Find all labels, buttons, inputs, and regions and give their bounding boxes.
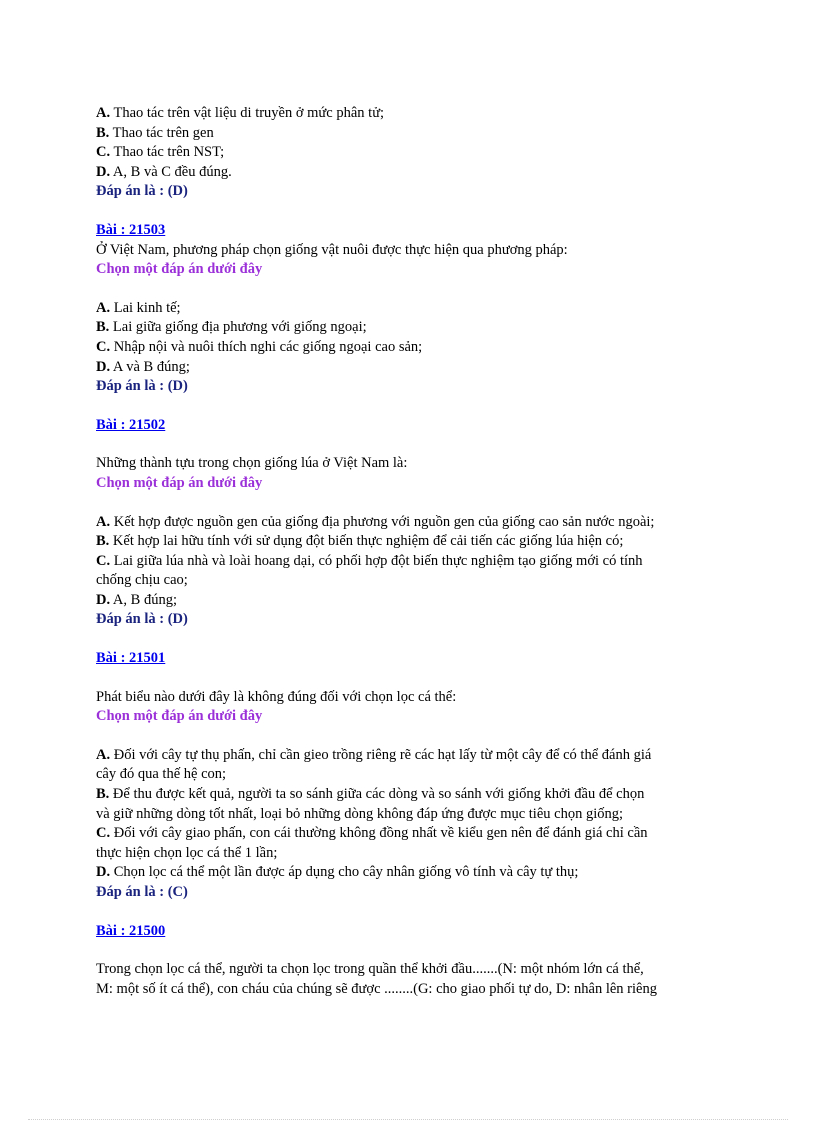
answer-line: Đáp án là : (D) [96,378,188,395]
question-text: Phát biểu nào dưới đây là không đúng đối với chọn lọc cá thể: [96,688,457,705]
option-a: A. Thao tác trên vật liệu di truyền ở mức phân tử; [96,105,385,121]
answer-line: Đáp án là : (D) [96,183,188,200]
page-bottom-divider [28,1119,788,1120]
option-b-continued: và giữ những dòng tốt nhất, loại bỏ những dòng không đáp ứng được mục tiêu chọn giống; [96,805,624,822]
question-block-21501 [96,649,736,903]
option-c: C. Lai giữa lúa nhà và loài hoang dại, có phối hợp đột biến thực nghiệm tạo giống mới có tính [96,552,643,569]
option-d: D. Chọn lọc cá thể một lần được áp dụng cho cây nhân giống vô tính và cây tự thụ; [96,864,579,881]
option-c-continued: thực hiện chọn lọc cá thể 1 lần; [96,844,278,861]
question-text-line-1: Trong chọn lọc cá thể, người ta chọn lọc trong quần thể khởi đầu.......(N: một nhóm lớn cá thể, [96,961,644,978]
choose-instruction: Chọn một đáp án dưới đây [96,708,263,725]
question-title-link[interactable]: Bài : 21500 [96,922,166,939]
answer-line: Đáp án là : (C) [96,884,188,900]
option-b: B. Thao tác trên gen [96,124,214,141]
question-title-link[interactable]: Bài : 21503 [96,221,166,238]
option-a-continued: cây đó qua thế hệ con; [96,766,227,783]
question-text: Những thành tựu trong chọn giống lúa ở Việt Nam là: [96,455,408,472]
option-d: D. A, B và C đều đúng. [96,163,232,180]
option-d: D. A và B đúng; [96,358,190,375]
option-b: B. Lai giữa giống địa phương với giống ngoại; [96,319,367,336]
choose-instruction: Chọn một đáp án dưới đây [96,474,263,491]
option-a: A. Đối với cây tự thụ phấn, chỉ cần gieo trồng riêng rẽ các hạt lấy từ một cây để có thể đánh giá [96,746,652,763]
question-title-link[interactable]: Bài : 21501 [96,650,166,667]
option-c: C. Đối với cây giao phấn, con cái thường không đồng nhất về kiểu gen nên để đánh giá chỉ cần [96,825,648,842]
option-a: A. Lai kinh tế; [96,299,181,316]
answer-line: Đáp án là : (D) [96,611,188,628]
option-b: B. Để thu được kết quả, người ta so sánh giữa các dòng và so sánh với giống khởi đầu để chọn [96,786,645,803]
question-block-21503 [96,221,736,397]
question-text-line-2: M: một số ít cá thể), con cháu của chúng sẽ được ........(G: cho giao phối tự do, D: nhân lên riêng [96,980,657,997]
question-block-0 [96,104,736,202]
option-c-continued: chống chịu cao; [96,572,188,589]
option-c: C. Thao tác trên NST; [96,144,225,161]
option-b: B. Kết hợp lai hữu tính với sử dụng đột biến thực nghiệm để cải tiến các giống lúa hiện có; [96,533,624,550]
question-text: Ở Việt Nam, phương pháp chọn giống vật nuôi được thực hiện qua phương pháp: [96,241,568,258]
choose-instruction: Chọn một đáp án dưới đây [96,261,263,278]
option-c: C. Nhập nội và nuôi thích nghi các giống ngoại cao sản; [96,338,423,355]
option-a: A. Kết hợp được nguồn gen của giống địa phương với nguồn gen của giống cao sản nước ngoài; [96,513,655,530]
question-title-link[interactable]: Bài : 21502 [96,416,166,433]
question-block-21500 [96,922,736,1000]
option-d: D. A, B đúng; [96,591,177,608]
question-block-21502 [96,416,736,630]
document-page [96,104,736,999]
